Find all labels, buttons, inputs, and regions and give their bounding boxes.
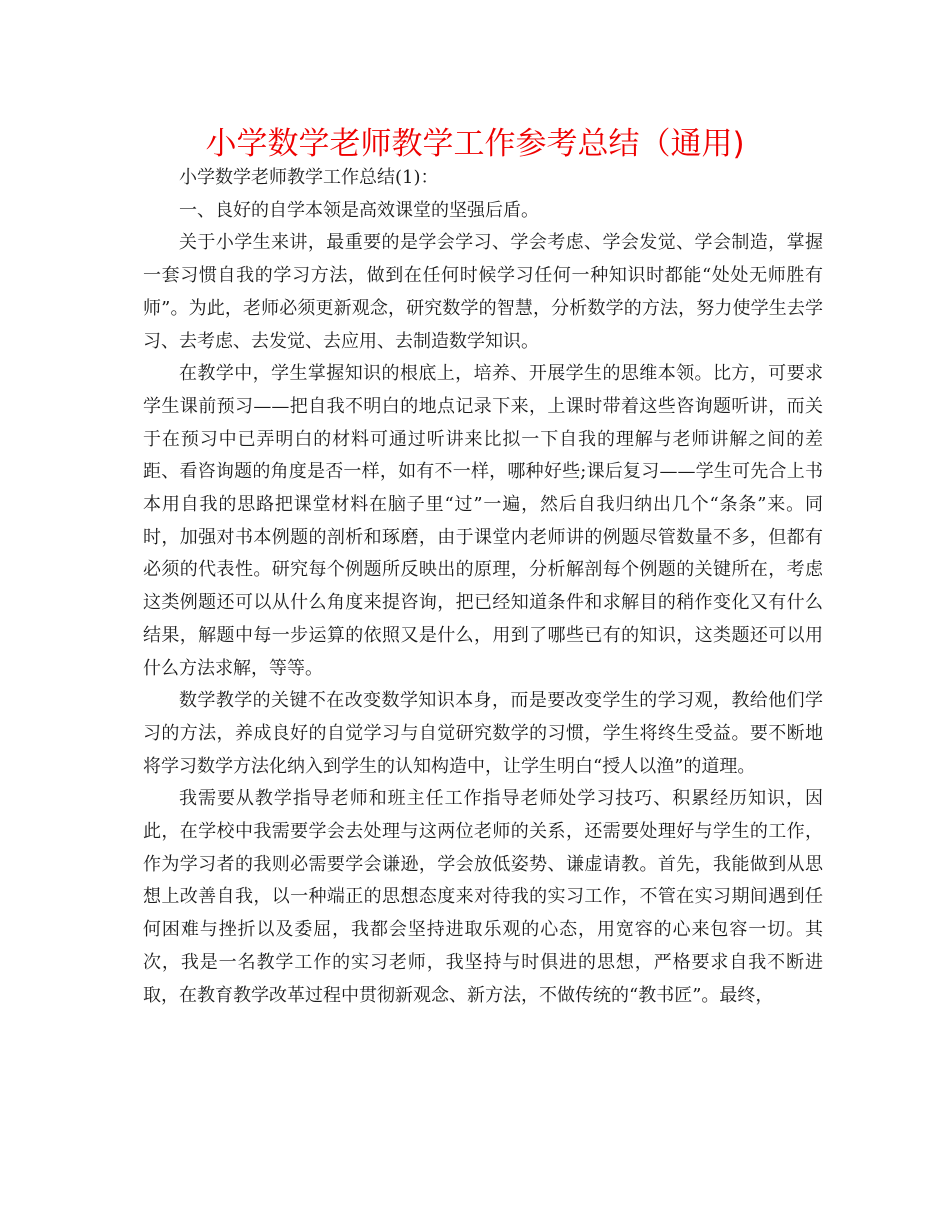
document-body	[143, 162, 823, 1012]
paragraph: 在教学中，学生掌握知识的根底上，培养、开展学生的思维本领。比方，可要求学生课前预习——把自我不明白的地点记录下来，上课时带着这些咨询题听讲，而关于在预习中已弄明白的材料可通过听讲来比拟一下自我的理解与老师讲解之间的差距、看咨询题的角度是否一样，如有不一样，哪种好些;课后复习——学生可先合上书本用自我的思路把课堂材料在脑子里“过”一遍，然后自我归纳出几个“条条”来。同时，加强对书本例题的剖析和琢磨，由于课堂内老师讲的例题尽管数量不多，但都有必须的代表性。研究每个例题所反映出的原理，分析解剖每个例题的关键所在，考虑这类例题还可以从什么角度来提咨询，把已经知道条件和求解目的稍作变化又有什么结果，解题中每一步运算的依照又是什么，用到了哪些已有的知识，这类题还可以用什么方法求解，等等。	[143, 363, 823, 679]
paragraph-section-heading: 小学数学老师教学工作总结(1)：	[179, 167, 439, 188]
paragraph-point-one: 一、良好的自学本领是高效课堂的坚强后盾。	[179, 199, 539, 221]
paragraph: 我需要从教学指导老师和班主任工作指导老师处学习技巧、积累经历知识，因此，在学校中我需要学会去处理与这两位老师的关系，还需要处理好与学生的工作，作为学习者的我则必需要学会谦逊，学会放低姿势、谦虚请教。首先，我能做到从思想上改善自我，以一种端正的思想态度来对待我的实习工作，不管在实习期间遇到任何困难与挫折以及委屈，我都会坚持进取乐观的心态，用宽容的心来包容一切。其次，我是一名教学工作的实习老师，我坚持与时俱进的思想，严格要求自我不断进取，在教育教学改革过程中贯彻新观念、新方法，不做传统的“教书匠”。最终，	[143, 788, 823, 1006]
paragraph: 关于小学生来讲，最重要的是学会学习、学会考虑、学会发觉、学会制造，掌握一套习惯自我的学习方法，做到在任何时候学习任何一种知识时都能“处处无师胜有师”。为此，老师必须更新观念，研究数学的智慧，分析数学的方法，努力使学生去学习、去考虑、去发觉、去应用、去制造数学知识。	[143, 232, 823, 352]
paragraph: 数学教学的关键不在改变数学知识本身，而是要改变学生的学习观，教给他们学习的方法，养成良好的自觉学习与自觉研究数学的习惯，学生将终生受益。要不断地将学习数学方法化纳入到学生的认知构造中，让学生明白“授人以渔”的道理。	[143, 690, 823, 777]
document-title: 小学数学老师教学工作参考总结（通用)	[205, 126, 745, 162]
